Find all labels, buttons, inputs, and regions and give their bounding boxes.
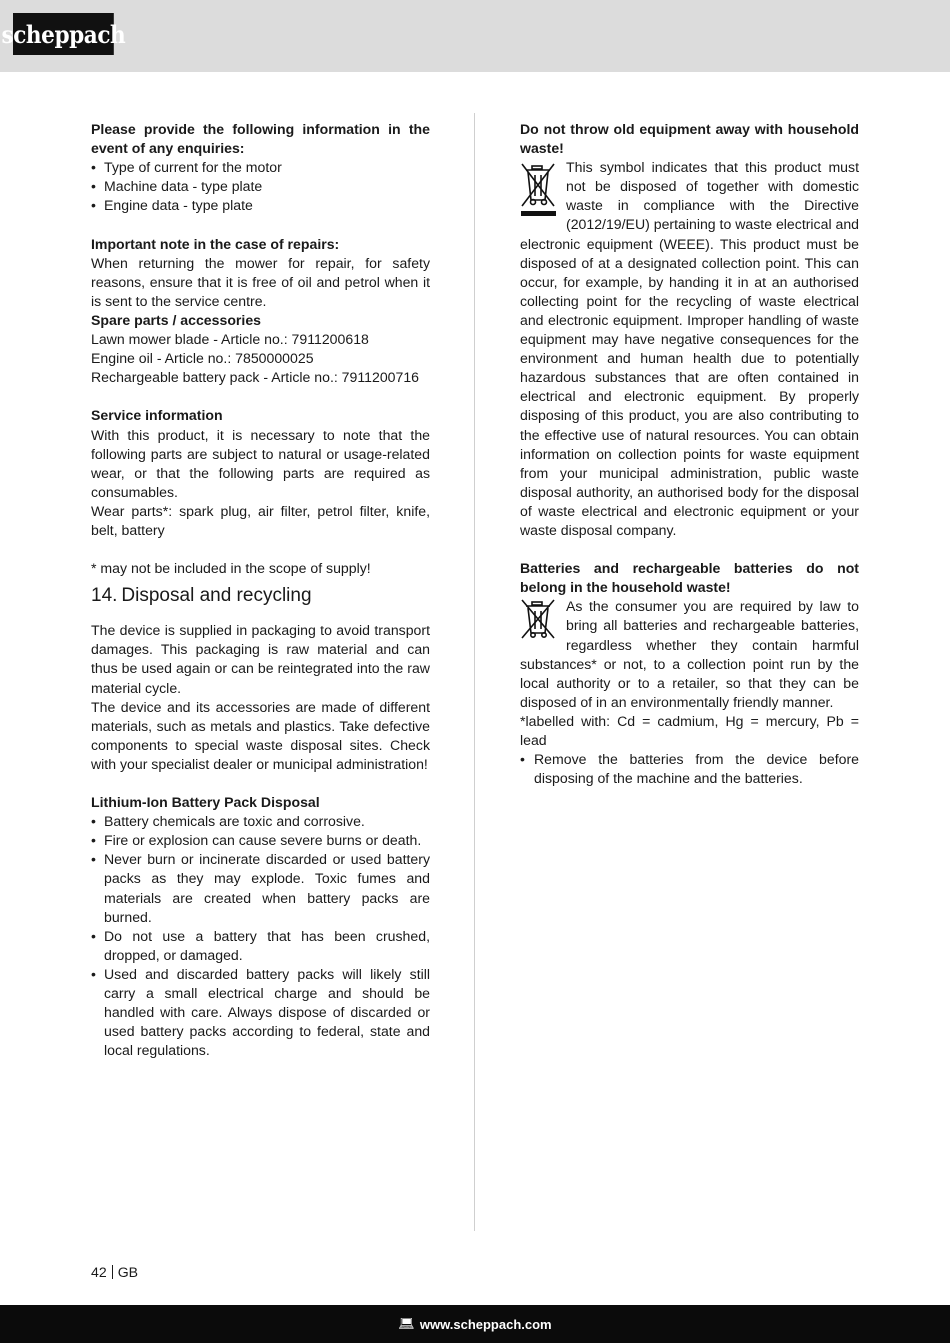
enquiries-heading: Please provide the following information in the event of any enquiries:: [91, 121, 430, 157]
left-column: [91, 120, 430, 1060]
list-item: • Engine data - type plate: [91, 196, 430, 215]
service-text: With this product, it is necessary to note that the following parts are subject to natural or usage-related wear, or that the following parts are required as consumables.: [91, 426, 430, 500]
footer-url[interactable]: www.scheppach.com: [419, 1316, 552, 1332]
list-item: • Type of current for the motor: [91, 158, 430, 177]
section-title-text: Disposal and recycling: [121, 585, 312, 607]
repairs-text: When returning the mower for repair, for safety reasons, ensure that it is free of oil and petrol when it is sent to the service centre.: [91, 254, 430, 309]
repairs-heading: Important note in the case of repairs:: [91, 235, 340, 252]
spare-part-line: Lawn mower blade - Article no.: 7911200618: [91, 331, 369, 348]
list-item: • Fire or explosion can cause severe burns or death.: [91, 831, 430, 850]
batteries-heading: Batteries and rechargeable batteries do not belong in the household waste!: [520, 560, 859, 596]
list-item: • Do not use a battery that has been crushed, dropped, or damaged.: [91, 927, 430, 965]
lithium-list: [91, 812, 430, 1060]
spare-part-line: Rechargeable battery pack - Article no.: 7911200716: [91, 369, 420, 386]
batteries-text: As the consumer you are required by law to bring all batteries and rechargeable batteries, regardless whether they contain harmful substances* or not, to a collection point run by the local authority or to a retailer, so that they can be disposed of in an environmentally friendly manner.: [520, 598, 859, 710]
list-item: • Machine data - type plate: [91, 177, 430, 196]
lithium-heading: Lithium-Ion Battery Pack Disposal: [91, 794, 320, 811]
batteries-list: [520, 750, 859, 788]
section-number: 14.: [91, 585, 118, 607]
list-item: • Battery chemicals are toxic and corrosive.: [91, 812, 430, 831]
enquiries-list: [91, 158, 430, 215]
weee-bin-icon: [520, 160, 560, 218]
computer-icon: 💻︎: [398, 1316, 415, 1331]
section-title: [91, 584, 430, 608]
weee-text: This symbol indicates that this product must not be disposed of together with domestic waste in compliance with the Directive (2012/19/EU) pertaining to waste electrical and electronic equipment (WEEE). This product must be disposed of at a designated collection point. This can occur, for example, by handing it in at an authorised collecting point for the recycling of waste electrical and electronic equipment. Improper handling of waste equipment may have negative consequences for the environment and human health due to potentially hazardous substances that are often contained in electrical and electronic equipment. By properly disposing of this product, you are also contributing to the effective use of natural resources. You can obtain information on collection points for waste equipment from your municipal administration, public waste disposal authority, an authorised body for the disposal of waste electrical and electronic equipment or your waste disposal company.: [520, 159, 860, 538]
page-language: GB: [117, 1264, 139, 1280]
right-column: [520, 120, 859, 788]
scheppach-logo: scheppach: [13, 13, 114, 55]
spare-part-line: Engine oil - Article no.: 7850000025: [91, 350, 314, 367]
spare-parts-heading: Spare parts / accessories: [91, 311, 262, 328]
supply-note: * may not be included in the scope of supply!: [91, 560, 371, 577]
column-divider: [474, 113, 475, 1231]
list-item: • Never burn or incinerate discarded or used battery packs as they may explode. Toxic fumes and materials are created when battery packs are burned.: [91, 850, 430, 926]
page-number: [91, 1264, 138, 1280]
header-bar: [0, 0, 950, 72]
labelled-note: *labelled with: Cd = cadmium, Hg = mercury, Pb = lead: [520, 712, 859, 748]
footer-bar: [0, 1305, 950, 1343]
service-heading: Service information: [91, 407, 223, 424]
list-item: • Used and discarded battery packs will likely still carry a small electrical charge and should be handled with care. Always dispose of discarded or used battery packs according to federal, state and local regulations.: [91, 965, 430, 1060]
battery-bin-icon: [520, 599, 560, 639]
disposal-paragraph-1: The device is supplied in packaging to avoid transport damages. This packaging is raw material and can thus be used again or can be reintegrated into the raw material cycle.: [91, 622, 430, 696]
weee-heading: Do not throw old equipment away with household waste!: [520, 121, 859, 157]
disposal-paragraph-2: The device and its accessories are made of different materials, such as metals and plastics. Take defective components to special waste disposal sites. Check with your specialist dealer or municipal administration!: [91, 698, 430, 772]
wear-parts-text: Wear parts*: spark plug, air filter, petrol filter, knife, belt, battery: [91, 502, 430, 538]
list-item: • Remove the batteries from the device before disposing of the machine and the batteries.: [520, 750, 859, 788]
page-number-value: 42: [91, 1264, 107, 1280]
